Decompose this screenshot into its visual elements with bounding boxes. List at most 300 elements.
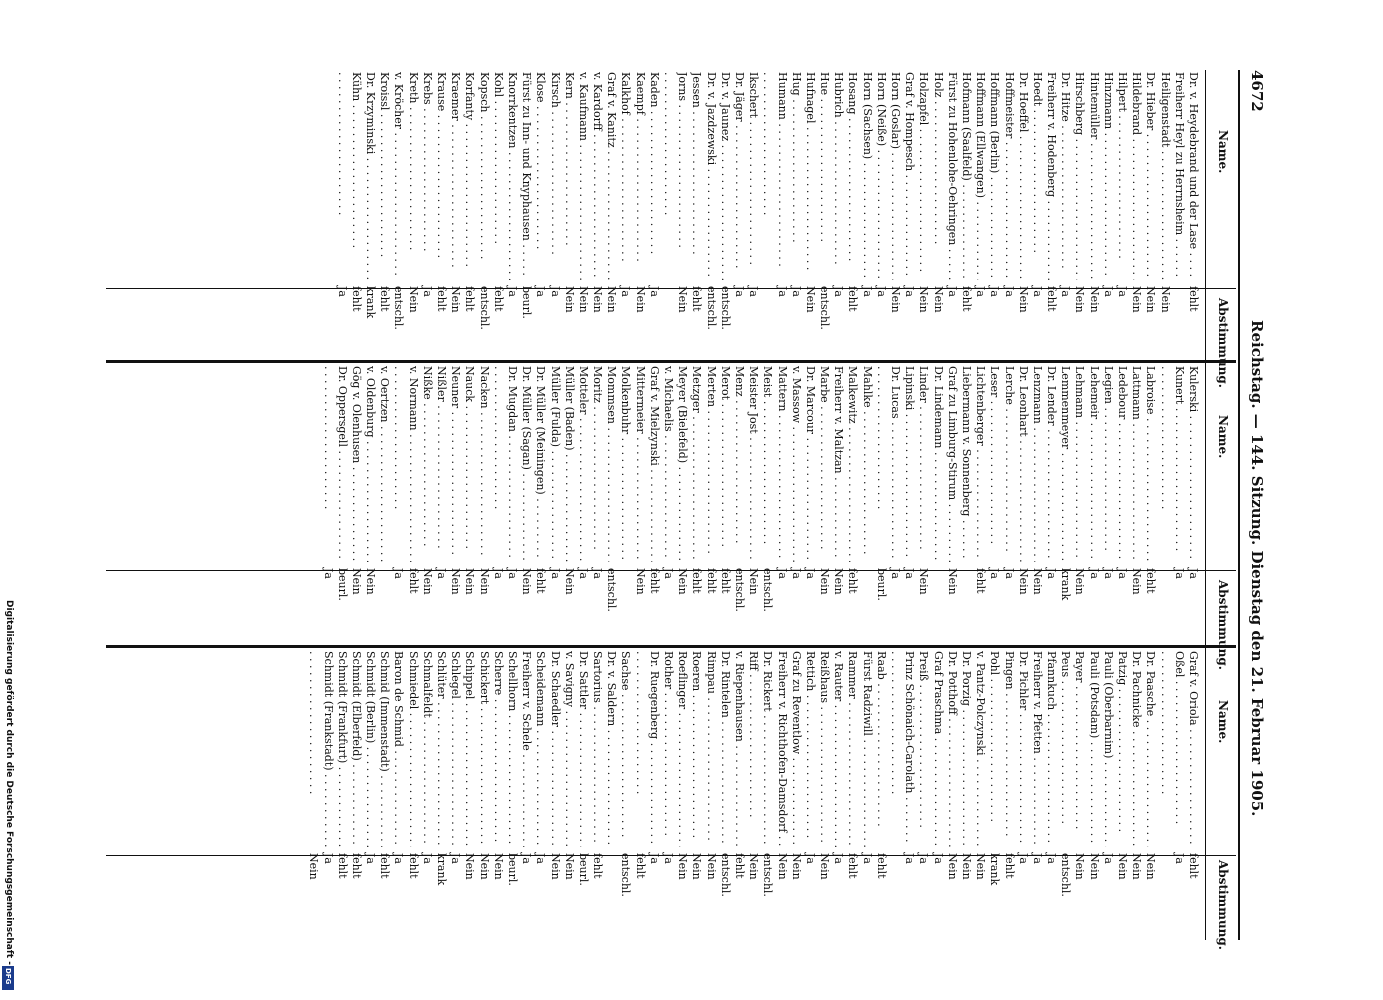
member-vote: fehlt [960, 286, 973, 312]
member-name: Kühn . . . [349, 72, 363, 280]
vote-row [1129, 651, 1143, 913]
dfg-logo-text: DFG [4, 968, 12, 985]
vote-row [718, 651, 732, 913]
member-name: Kohl . . . [491, 72, 505, 280]
member-name: Kreth . . . [406, 72, 420, 280]
page-number: 4672 [1248, 70, 1266, 112]
vote-row [987, 366, 1001, 628]
vote-row [817, 72, 831, 346]
vote-row [1030, 651, 1044, 913]
member-name: Hilpert . . . [1115, 72, 1129, 280]
member-name: Schlüter . . . [434, 651, 448, 847]
member-vote: Nein [945, 853, 959, 880]
member-vote: Nein [889, 286, 903, 313]
member-vote: Ja [506, 568, 519, 579]
vote-row [335, 72, 349, 346]
member-name: Dr. Sattler . . . [576, 651, 590, 847]
vote-row [817, 651, 831, 913]
member-name: Lattmann . . . [1129, 366, 1143, 562]
member-vote: fehlt [1187, 853, 1200, 879]
vote-row [987, 651, 1001, 913]
member-vote: fehlt [534, 568, 548, 594]
member-name: Dr. v. Jaunez . . . [718, 72, 732, 280]
vote-row [1172, 72, 1186, 346]
column-divider [106, 645, 1236, 648]
vote-row [831, 651, 845, 913]
vote-row [930, 366, 944, 628]
vote-row [1001, 651, 1015, 913]
vote-row [349, 72, 363, 346]
vote-row [491, 366, 505, 628]
member-name: Dr. v. Jazdzewski . . . [703, 72, 717, 280]
vote-row [633, 72, 647, 346]
member-vote: Nein [420, 568, 434, 595]
member-vote: Ja [392, 568, 406, 579]
member-name: Labroise . . . [1143, 366, 1157, 562]
member-vote: Nein [463, 853, 477, 880]
vote-row [349, 651, 363, 913]
vote-row [420, 651, 434, 913]
member-vote: entschl. [761, 853, 775, 897]
member-vote: Ja [321, 853, 335, 864]
member-vote: Nein [477, 568, 491, 595]
vote-row [732, 651, 746, 913]
member-name: Merten . . . [703, 366, 717, 562]
member-name: Molkenbuhr . . . [618, 366, 632, 562]
member-name: Prinz Schönaich-Carolath . . . [902, 651, 916, 847]
vote-row [689, 72, 703, 346]
member-name: Dr. Krzyminski . . . [363, 72, 377, 280]
member-vote: Ja [903, 286, 917, 297]
member-name: Lenzmann . . . [1030, 366, 1044, 562]
member-name: Nacken . . . [476, 366, 490, 562]
member-vote: Nein [463, 568, 477, 595]
member-name: Lehmann . . . [1072, 366, 1086, 562]
vote-row [335, 651, 349, 913]
member-name: Dr. Marcour . . . [803, 366, 817, 562]
reichstag-vote-sheet [70, 70, 1270, 950]
vote-row [1101, 72, 1115, 346]
member-name: Ikschert . . . [746, 72, 760, 280]
vote-row [1072, 651, 1086, 913]
vote-row [1044, 72, 1058, 346]
member-vote: Ja [1016, 853, 1030, 864]
vote-row [562, 651, 576, 913]
member-name: Hue . . . [817, 72, 831, 280]
vote-row [973, 366, 987, 628]
member-vote: Ja [392, 853, 406, 864]
vote-row [718, 72, 732, 346]
vote-row [774, 366, 788, 628]
member-name: Gög v. Olenhusen . . . [349, 366, 363, 562]
member-name: Dr. Pichler . . . [1016, 651, 1030, 847]
member-vote: Ja [1030, 853, 1044, 864]
member-name: Scheidemann . . . [533, 651, 547, 847]
vote-row [860, 651, 874, 913]
member-name: Graf Praschma . . . [930, 651, 944, 847]
member-name: Müller (Baden) . . . [562, 366, 576, 562]
col2-vote-heading: Abstimmung. [1216, 580, 1230, 670]
member-vote: Nein [491, 853, 505, 880]
vote-row [533, 72, 547, 346]
member-vote: krank [988, 853, 1002, 886]
vote-row [1058, 72, 1072, 346]
vote-row [1058, 366, 1072, 628]
member-name: v. Kardorff . . . [590, 72, 604, 280]
member-vote: Nein [1116, 853, 1130, 880]
member-name: Rimpau . . . [703, 651, 717, 847]
member-name: v. Normann . . . [406, 366, 420, 562]
member-name [1157, 366, 1171, 562]
member-vote: Ja [1059, 286, 1073, 297]
member-name: Horn (Goslar) . . . [888, 72, 902, 280]
vote-row [860, 366, 874, 628]
member-name: Rammer . . . [845, 651, 859, 847]
vote-row [505, 651, 519, 913]
member-name: Kaden . . . [647, 72, 661, 280]
member-vote: Nein [832, 568, 846, 595]
member-name: Dr. Hitze . . . [1058, 72, 1072, 280]
member-vote: fehlt [974, 568, 988, 594]
member-vote [888, 847, 902, 913]
vote-row [689, 366, 703, 628]
member-vote: entschl. [733, 568, 746, 612]
member-name: Hubrich . . . [831, 72, 845, 280]
vote-row [462, 651, 476, 913]
member-vote: Nein [1016, 286, 1030, 313]
member-vote: Ja [576, 568, 590, 579]
vote-row [675, 72, 689, 346]
member-name [491, 366, 505, 562]
vote-row [845, 651, 859, 913]
member-vote: Nein [1144, 286, 1158, 313]
column-divider [106, 360, 1236, 363]
member-vote: entschl. [619, 853, 633, 897]
member-name: Lemmenmeyer . . . [1058, 366, 1072, 562]
vote-row [774, 651, 788, 913]
member-vote: krank [364, 286, 378, 319]
member-vote: fehlt [406, 568, 420, 594]
member-vote: Nein [1016, 568, 1030, 595]
vote-row [590, 366, 604, 628]
member-vote: fehlt [335, 853, 349, 879]
vote-row [732, 366, 746, 628]
member-name: Fürst zu Hohenlohe-Oehringen . . . [945, 72, 959, 280]
member-name: v. Oertzen . . . [377, 366, 391, 562]
vote-row [774, 72, 788, 346]
member-name: Müller (Fulda) . . . [547, 366, 561, 562]
member-vote: Nein [1087, 853, 1101, 880]
member-vote: entschl. [761, 568, 775, 612]
member-name: Merot . . . [718, 366, 732, 562]
member-name: Dr. Porzig . . . [959, 651, 973, 847]
member-vote [661, 280, 675, 346]
member-name: Sartorius . . . [590, 651, 604, 847]
member-name: Kaempf . . . [633, 72, 647, 280]
member-name [874, 366, 888, 562]
member-vote: Nein [747, 853, 761, 880]
member-name [335, 72, 349, 280]
member-vote: fehlt [647, 568, 661, 594]
member-vote: Ja [1045, 853, 1059, 864]
member-vote: Nein [789, 853, 803, 880]
member-vote: Nein [562, 853, 576, 880]
member-vote: Nein [676, 568, 690, 595]
vote-row [491, 72, 505, 346]
vote-row [1058, 651, 1072, 913]
member-name: Graf v. Oriola . . . [1186, 651, 1200, 847]
vote-row [476, 651, 490, 913]
member-name: Kroissl . . . [377, 72, 391, 280]
member-name: v. Pantz-Polczynski . . . [973, 651, 987, 847]
vote-row [1157, 651, 1171, 913]
member-vote: fehlt [491, 286, 505, 312]
member-name: Freiherr v. Pfetten . . . [1030, 651, 1044, 847]
member-name: Schickert . . . [476, 651, 490, 847]
member-vote: Ja [364, 853, 378, 864]
member-vote: beurl. [576, 853, 590, 886]
member-name: Heiligenstadt . . . [1157, 72, 1171, 280]
member-vote: Nein [307, 853, 321, 880]
member-vote: beurl. [520, 286, 534, 319]
vote-row [675, 366, 689, 628]
member-name: Hintemüller . . . [1087, 72, 1101, 280]
member-vote: fehlt [591, 853, 605, 879]
member-name: Leser . . . [987, 366, 1001, 562]
member-vote: Ja [520, 853, 534, 864]
vote-row [746, 366, 760, 628]
member-name: Kraemer . . . [448, 72, 462, 280]
member-vote: beurl. [874, 568, 888, 601]
vote-row [1129, 72, 1143, 346]
member-name: Hoffmeister . . . [1001, 72, 1015, 280]
vote-row [902, 366, 916, 628]
member-name: Jorns . . . [675, 72, 689, 280]
member-name: Dr. Lender . . . [1044, 366, 1058, 562]
col3-name-heading: Name. [1216, 700, 1230, 744]
vote-row [916, 366, 930, 628]
member-name: v. Rauter . . . [831, 651, 845, 847]
member-name [888, 651, 902, 847]
vote-row [519, 366, 533, 628]
member-vote: Nein [1144, 853, 1158, 880]
member-name: Knorrkentzen . . . [505, 72, 519, 280]
member-vote: Ja [803, 568, 817, 579]
member-vote: Ja [1002, 568, 1016, 579]
member-vote: Nein [633, 286, 647, 313]
member-vote: Nein [1130, 853, 1144, 880]
vote-row [831, 366, 845, 628]
vote-row [448, 72, 462, 346]
member-name: Rother . . . [661, 651, 675, 847]
vote-row [845, 366, 859, 628]
member-name: Marbe . . . [817, 366, 831, 562]
member-name: Pohl . . . [987, 651, 1001, 847]
member-name: Dr. Oppersgell . . . [335, 366, 349, 562]
member-vote: entschl. [477, 286, 491, 330]
member-name: Dr. Jäger . . . [732, 72, 746, 280]
member-vote: Nein [917, 568, 931, 595]
member-vote: Nein [562, 286, 576, 313]
vote-row [576, 72, 590, 346]
member-vote: Nein [704, 853, 718, 880]
vote-row [448, 366, 462, 628]
member-vote: Ja [903, 853, 917, 864]
member-name: Dr. Paasche . . . [1143, 651, 1157, 847]
member-name: Fürst Radziwill . . . [860, 651, 874, 847]
vote-row [874, 366, 888, 628]
vote-row [675, 651, 689, 913]
member-vote: Nein [477, 853, 491, 880]
member-name: Hoffmann (Ellwangen) . . . [973, 72, 987, 280]
vote-row [1143, 366, 1157, 628]
member-name: Peus . . . [1058, 651, 1072, 847]
member-vote: fehlt [435, 286, 449, 312]
member-vote: fehlt [406, 853, 420, 879]
member-name: Dr. Hieber . . . [1143, 72, 1157, 280]
vote-row [760, 72, 774, 346]
member-name: Payer . . . [1072, 651, 1086, 847]
member-vote: Ja [1002, 286, 1016, 297]
vote-row [547, 366, 561, 628]
member-name: Patzig . . . [1115, 651, 1129, 847]
member-vote: Ja [974, 286, 988, 297]
vote-row [930, 651, 944, 913]
member-name: Riff . . . [746, 651, 760, 847]
member-vote: Nein [803, 286, 817, 313]
member-vote: Ja [832, 286, 846, 297]
vote-row [1115, 651, 1129, 913]
member-vote: Nein [818, 853, 832, 880]
member-name [760, 72, 774, 280]
member-vote: Nein [1158, 286, 1172, 313]
vote-row [860, 72, 874, 346]
member-name: Kopsch . . . [476, 72, 490, 280]
member-vote: fehlt [378, 853, 392, 879]
member-name: Dr. Müller (Sagan) . . . [519, 366, 533, 562]
member-vote [618, 562, 632, 628]
member-name: Kulerski . . . [1186, 366, 1200, 562]
member-vote: Ja [491, 568, 505, 579]
member-vote: Nein [520, 568, 534, 595]
vote-row [689, 651, 703, 913]
vote-row [604, 72, 618, 346]
member-vote: Nein [775, 853, 789, 880]
member-vote: fehlt [1144, 568, 1158, 594]
member-vote [760, 280, 774, 346]
vote-row [1087, 366, 1101, 628]
vote-row [576, 366, 590, 628]
member-name: Hosang . . . [845, 72, 859, 280]
member-name: Roeren . . . [689, 651, 703, 847]
member-vote: Ja [1187, 568, 1200, 579]
member-name: Lichtenberger . . . [973, 366, 987, 562]
vote-row [902, 72, 916, 346]
member-name: Graf zu Limburg-Stirum . . . [945, 366, 959, 562]
vote-row [732, 72, 746, 346]
member-name: Graf zu Reventlow . . . [789, 651, 803, 847]
member-vote: fehlt [846, 853, 860, 879]
vote-row [505, 72, 519, 346]
member-name: Graf v. Hompesch . . . [902, 72, 916, 280]
member-vote: Ja [1172, 853, 1186, 864]
member-vote: Nein [1087, 286, 1101, 313]
vote-row [661, 72, 675, 346]
member-name: Krause . . . [434, 72, 448, 280]
vote-row [845, 72, 859, 346]
member-name: Oßel . . . [1172, 651, 1186, 847]
member-vote: Ja [860, 853, 874, 864]
member-name: Fürst zu Inn- und Knyphausen . . . [519, 72, 533, 280]
member-vote: Nein [562, 568, 576, 595]
vote-row [1016, 366, 1030, 628]
vote-row [320, 651, 334, 913]
member-name: Dr. v. Heydebrand und der Lase . . . [1186, 72, 1200, 280]
member-name: Kunert . . . [1172, 366, 1186, 562]
member-name: Reißhaus . . . [817, 651, 831, 847]
member-vote: Nein [1073, 286, 1087, 313]
member-vote: Ja [1087, 568, 1101, 579]
member-vote [1157, 847, 1171, 913]
vote-row [1186, 366, 1200, 628]
vote-row [1115, 366, 1129, 628]
member-vote: fehlt [1045, 286, 1059, 312]
member-name: Schmidt (Elberfeld) . . . [349, 651, 363, 847]
member-name: Lipinski . . . [902, 366, 916, 562]
member-name: Menz . . . [732, 366, 746, 562]
member-vote: Ja [874, 286, 888, 297]
vote-row [1143, 651, 1157, 913]
member-name: Nißke . . . [420, 366, 434, 562]
member-name: Hofmann (Saalfeld) . . . [959, 72, 973, 280]
member-vote: fehlt [846, 568, 860, 594]
vote-row [335, 366, 349, 628]
member-name: Sachse . . . [618, 651, 632, 847]
member-name: Dr. Ruegenberg . . . [647, 651, 661, 847]
vote-row [406, 72, 420, 346]
member-name: Dr. Potthoff . . . [945, 651, 959, 847]
vote-row [533, 651, 547, 913]
member-vote: Nein [945, 568, 959, 595]
member-vote: Ja [889, 568, 903, 579]
member-vote: Ja [832, 853, 846, 864]
member-vote: Ja [420, 286, 434, 297]
member-name: Dr. Schaedler . . . [547, 651, 561, 847]
member-name: Schlegel . . . [448, 651, 462, 847]
member-name: Nauck . . . [462, 366, 476, 562]
vote-row [1001, 366, 1015, 628]
member-name: Pfannkuch . . . [1044, 651, 1058, 847]
member-name: Jessen . . . [689, 72, 703, 280]
member-vote: entschl. [1059, 853, 1073, 897]
member-name: Graf v. Mielzynski . . . [647, 366, 661, 562]
vote-row [803, 651, 817, 913]
vote-row [1016, 651, 1030, 913]
vote-row [604, 366, 618, 628]
vote-row [576, 651, 590, 913]
col1-vote-heading: Abstimmung. [1216, 298, 1230, 388]
vote-row [760, 366, 774, 628]
vote-row [406, 651, 420, 913]
vote-row [1129, 366, 1143, 628]
member-vote: Ja [747, 286, 761, 297]
member-vote: Ja [1116, 286, 1130, 297]
member-name: Dr. Leonhart . . . [1016, 366, 1030, 562]
vote-row [547, 72, 561, 346]
vote-row [746, 651, 760, 913]
member-vote: krank [435, 853, 449, 886]
member-vote: Ja [1172, 568, 1186, 579]
